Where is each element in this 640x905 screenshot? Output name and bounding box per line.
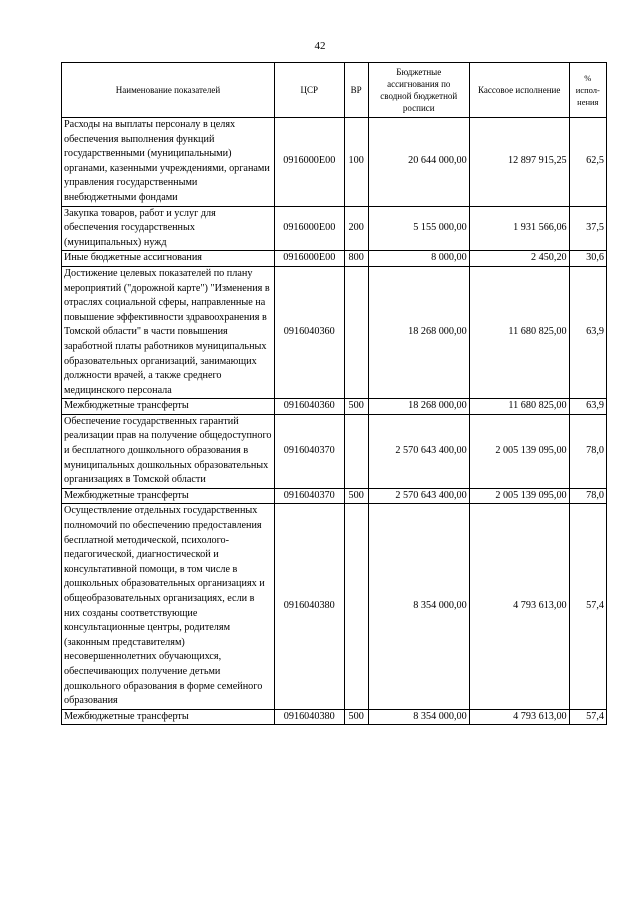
cell-cash: 1 931 566,06 — [469, 206, 569, 251]
cell-cash: 2 005 139 095,00 — [469, 488, 569, 504]
cell-name: Осуществление отдельных государственных полномочий по обеспечению предоставления бесплатной методической, психолого-педагогической, диагностической и консультативной помощи, в том числе в дошкольных образовательных организациях и общеобразовательных организациях, если в них созданы соответствующие консультационные центры, родителям (законным представителям) несовершеннолетних обучающихся, обеспечивающих получение детьми дошкольного образования в форме семейного образования — [62, 504, 275, 709]
cell-budget: 18 268 000,00 — [368, 266, 469, 398]
cell-vr: 800 — [344, 251, 368, 267]
cell-cash: 2 450,20 — [469, 251, 569, 267]
cell-vr: 500 — [344, 709, 368, 725]
cell-percent: 63,9 — [569, 266, 606, 398]
table-row — [62, 504, 607, 709]
cell-budget: 8 000,00 — [368, 251, 469, 267]
cell-csr: 0916000E00 — [274, 206, 344, 251]
cell-name: Закупка товаров, работ и услуг для обеспечения государственных (муниципальных) нужд — [62, 206, 275, 251]
cell-vr — [344, 504, 368, 709]
cell-percent: 37,5 — [569, 206, 606, 251]
header-vr: ВР — [344, 63, 368, 118]
cell-percent: 30,6 — [569, 251, 606, 267]
cell-budget: 8 354 000,00 — [368, 709, 469, 725]
header-budget: Бюджетные ассигнования по сводной бюджетной росписи — [368, 63, 469, 118]
cell-budget: 8 354 000,00 — [368, 504, 469, 709]
budget-execution-table — [61, 62, 607, 725]
table-row — [62, 266, 607, 398]
header-csr: ЦСР — [274, 63, 344, 118]
table-row — [62, 118, 607, 207]
cell-csr: 0916040370 — [274, 414, 344, 488]
cell-percent: 63,9 — [569, 399, 606, 415]
header-name: Наименование показателей — [62, 63, 275, 118]
cell-cash: 2 005 139 095,00 — [469, 414, 569, 488]
cell-csr: 0916040370 — [274, 488, 344, 504]
cell-budget: 20 644 000,00 — [368, 118, 469, 207]
table-row — [62, 399, 607, 415]
table-row — [62, 709, 607, 725]
header-cash: Кассовое исполнение — [469, 63, 569, 118]
cell-vr: 500 — [344, 488, 368, 504]
table-header-row — [62, 63, 607, 118]
table-row — [62, 488, 607, 504]
cell-budget: 18 268 000,00 — [368, 399, 469, 415]
cell-budget: 5 155 000,00 — [368, 206, 469, 251]
cell-cash: 4 793 613,00 — [469, 709, 569, 725]
cell-name: Обеспечение государственных гарантий реализации прав на получение общедоступного и бесплатного дошкольного образования в муниципальных дошкольных образовательных организациях в Томской области — [62, 414, 275, 488]
cell-percent: 57,4 — [569, 709, 606, 725]
cell-vr: 100 — [344, 118, 368, 207]
cell-vr: 200 — [344, 206, 368, 251]
cell-cash: 12 897 915,25 — [469, 118, 569, 207]
cell-vr: 500 — [344, 399, 368, 415]
cell-name: Достижение целевых показателей по плану мероприятий ("дорожной карте") "Изменения в отраслях социальной сферы, направленные на повышение эффективности здравоохранения в Томской области" в части повышения заработной платы работников муниципальных образовательных организаций, занимающих должности врачей, а также среднего медицинского персонала — [62, 266, 275, 398]
cell-percent: 62,5 — [569, 118, 606, 207]
cell-cash: 11 680 825,00 — [469, 266, 569, 398]
cell-name: Межбюджетные трансферты — [62, 399, 275, 415]
table-row — [62, 251, 607, 267]
cell-vr — [344, 266, 368, 398]
cell-csr: 0916040380 — [274, 504, 344, 709]
cell-name: Расходы на выплаты персоналу в целях обеспечения выполнения функций государственными (муниципальными) органами, казенными учреждениями, органами управления государственными внебюджетными фондами — [62, 118, 275, 207]
table-body — [62, 118, 607, 725]
cell-name: Межбюджетные трансферты — [62, 488, 275, 504]
cell-percent: 57,4 — [569, 504, 606, 709]
cell-csr: 0916000E00 — [274, 118, 344, 207]
cell-csr: 0916000E00 — [274, 251, 344, 267]
cell-percent: 78,0 — [569, 414, 606, 488]
page-number: 42 — [314, 40, 326, 52]
cell-csr: 0916040360 — [274, 266, 344, 398]
cell-percent: 78,0 — [569, 488, 606, 504]
cell-budget: 2 570 643 400,00 — [368, 488, 469, 504]
cell-cash: 4 793 613,00 — [469, 504, 569, 709]
cell-budget: 2 570 643 400,00 — [368, 414, 469, 488]
header-percent: % испол-нения — [569, 63, 606, 118]
cell-cash: 11 680 825,00 — [469, 399, 569, 415]
table-row — [62, 206, 607, 251]
cell-vr — [344, 414, 368, 488]
cell-csr: 0916040360 — [274, 399, 344, 415]
cell-csr: 0916040380 — [274, 709, 344, 725]
table-row — [62, 414, 607, 488]
cell-name: Иные бюджетные ассигнования — [62, 251, 275, 267]
cell-name: Межбюджетные трансферты — [62, 709, 275, 725]
